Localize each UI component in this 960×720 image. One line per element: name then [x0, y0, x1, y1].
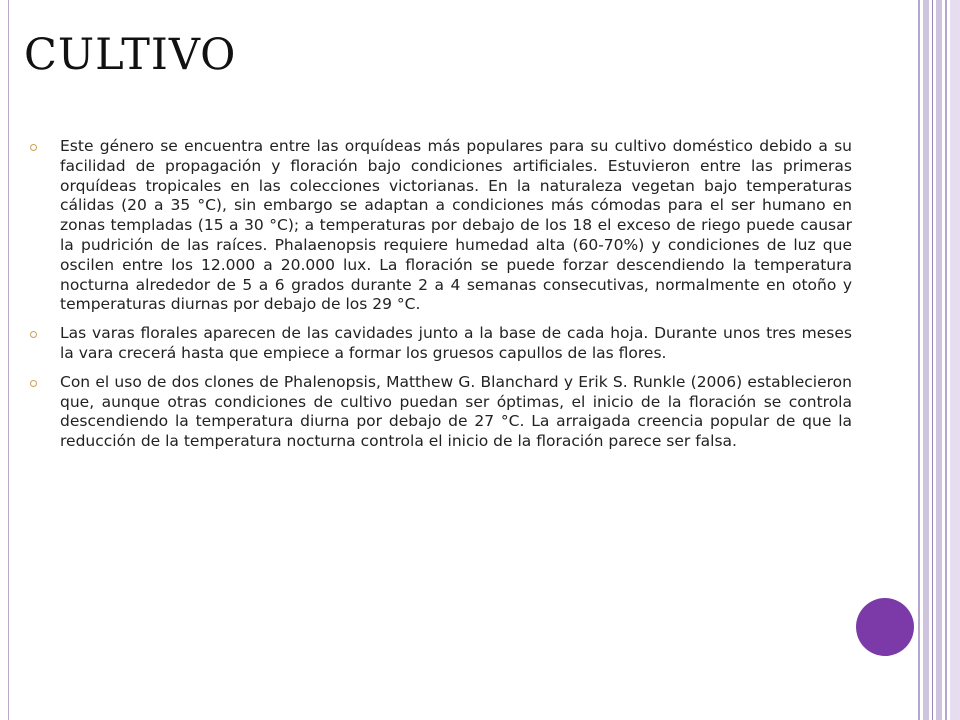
bullet-text: Las varas florales aparecen de las cavidades junto a la base de cada hoja. Durante unos tres meses la vara crecerá hasta que empiece a formar los gruesos capullos de las flores. — [60, 324, 852, 362]
bullet-item — [28, 137, 852, 315]
right-decorative-rail — [945, 0, 947, 720]
right-decorative-rail — [918, 0, 920, 720]
left-border-line — [8, 0, 9, 720]
right-decorative-rail — [936, 0, 942, 720]
decorative-circle — [856, 598, 914, 656]
bullet-text: Este género se encuentra entre las orquídeas más populares para su cultivo doméstico debido a su facilidad de propagación y floración bajo condiciones artificiales. Estuvieron entre las primeras orquídeas tropicales en las colecciones victorianas. En la naturaleza vegetan bajo temperaturas cálidas (20 a 35 °C), sin embargo se adaptan a condiciones más cómodas para el ser humano en zonas templadas (15 a 30 °C); a temperaturas por debajo de los 18 el exceso de riego puede causar la pudrición de las raíces. Phalaenopsis requiere humedad alta (60-70%) y condiciones de luz que oscilen entre los 12.000 a 20.000 lux. La floración se puede forzar descendiendo la temperatura nocturna alrededor de 5 a 6 grados durante 2 a 4 semanas consecutivas, normalmente en otoño y temperaturas diurnas por debajo de los 29 °C. — [60, 137, 852, 314]
right-decorative-rail — [923, 0, 929, 720]
bullet-item — [28, 324, 852, 364]
bullet-ring-icon — [30, 331, 37, 338]
right-decorative-rail — [950, 0, 960, 720]
slide-body — [28, 137, 852, 461]
bullet-text: Con el uso de dos clones de Phalenopsis, Matthew G. Blanchard y Erik S. Runkle (2006) establecieron que, aunque otras condiciones de cultivo puedan ser óptimas, el inicio de la floración se controla descendiendo la temperatura diurna por debajo de 27 °C. La arraigada creencia popular de que la reducción de la temperatura nocturna controla el inicio de la floración parece ser falsa. — [60, 372, 852, 451]
right-decorative-rail — [932, 0, 933, 720]
bullet-ring-icon — [30, 380, 37, 387]
bullet-ring-icon — [30, 144, 37, 151]
bullet-item — [28, 373, 852, 452]
slide-title: CULTIVO — [24, 30, 237, 80]
